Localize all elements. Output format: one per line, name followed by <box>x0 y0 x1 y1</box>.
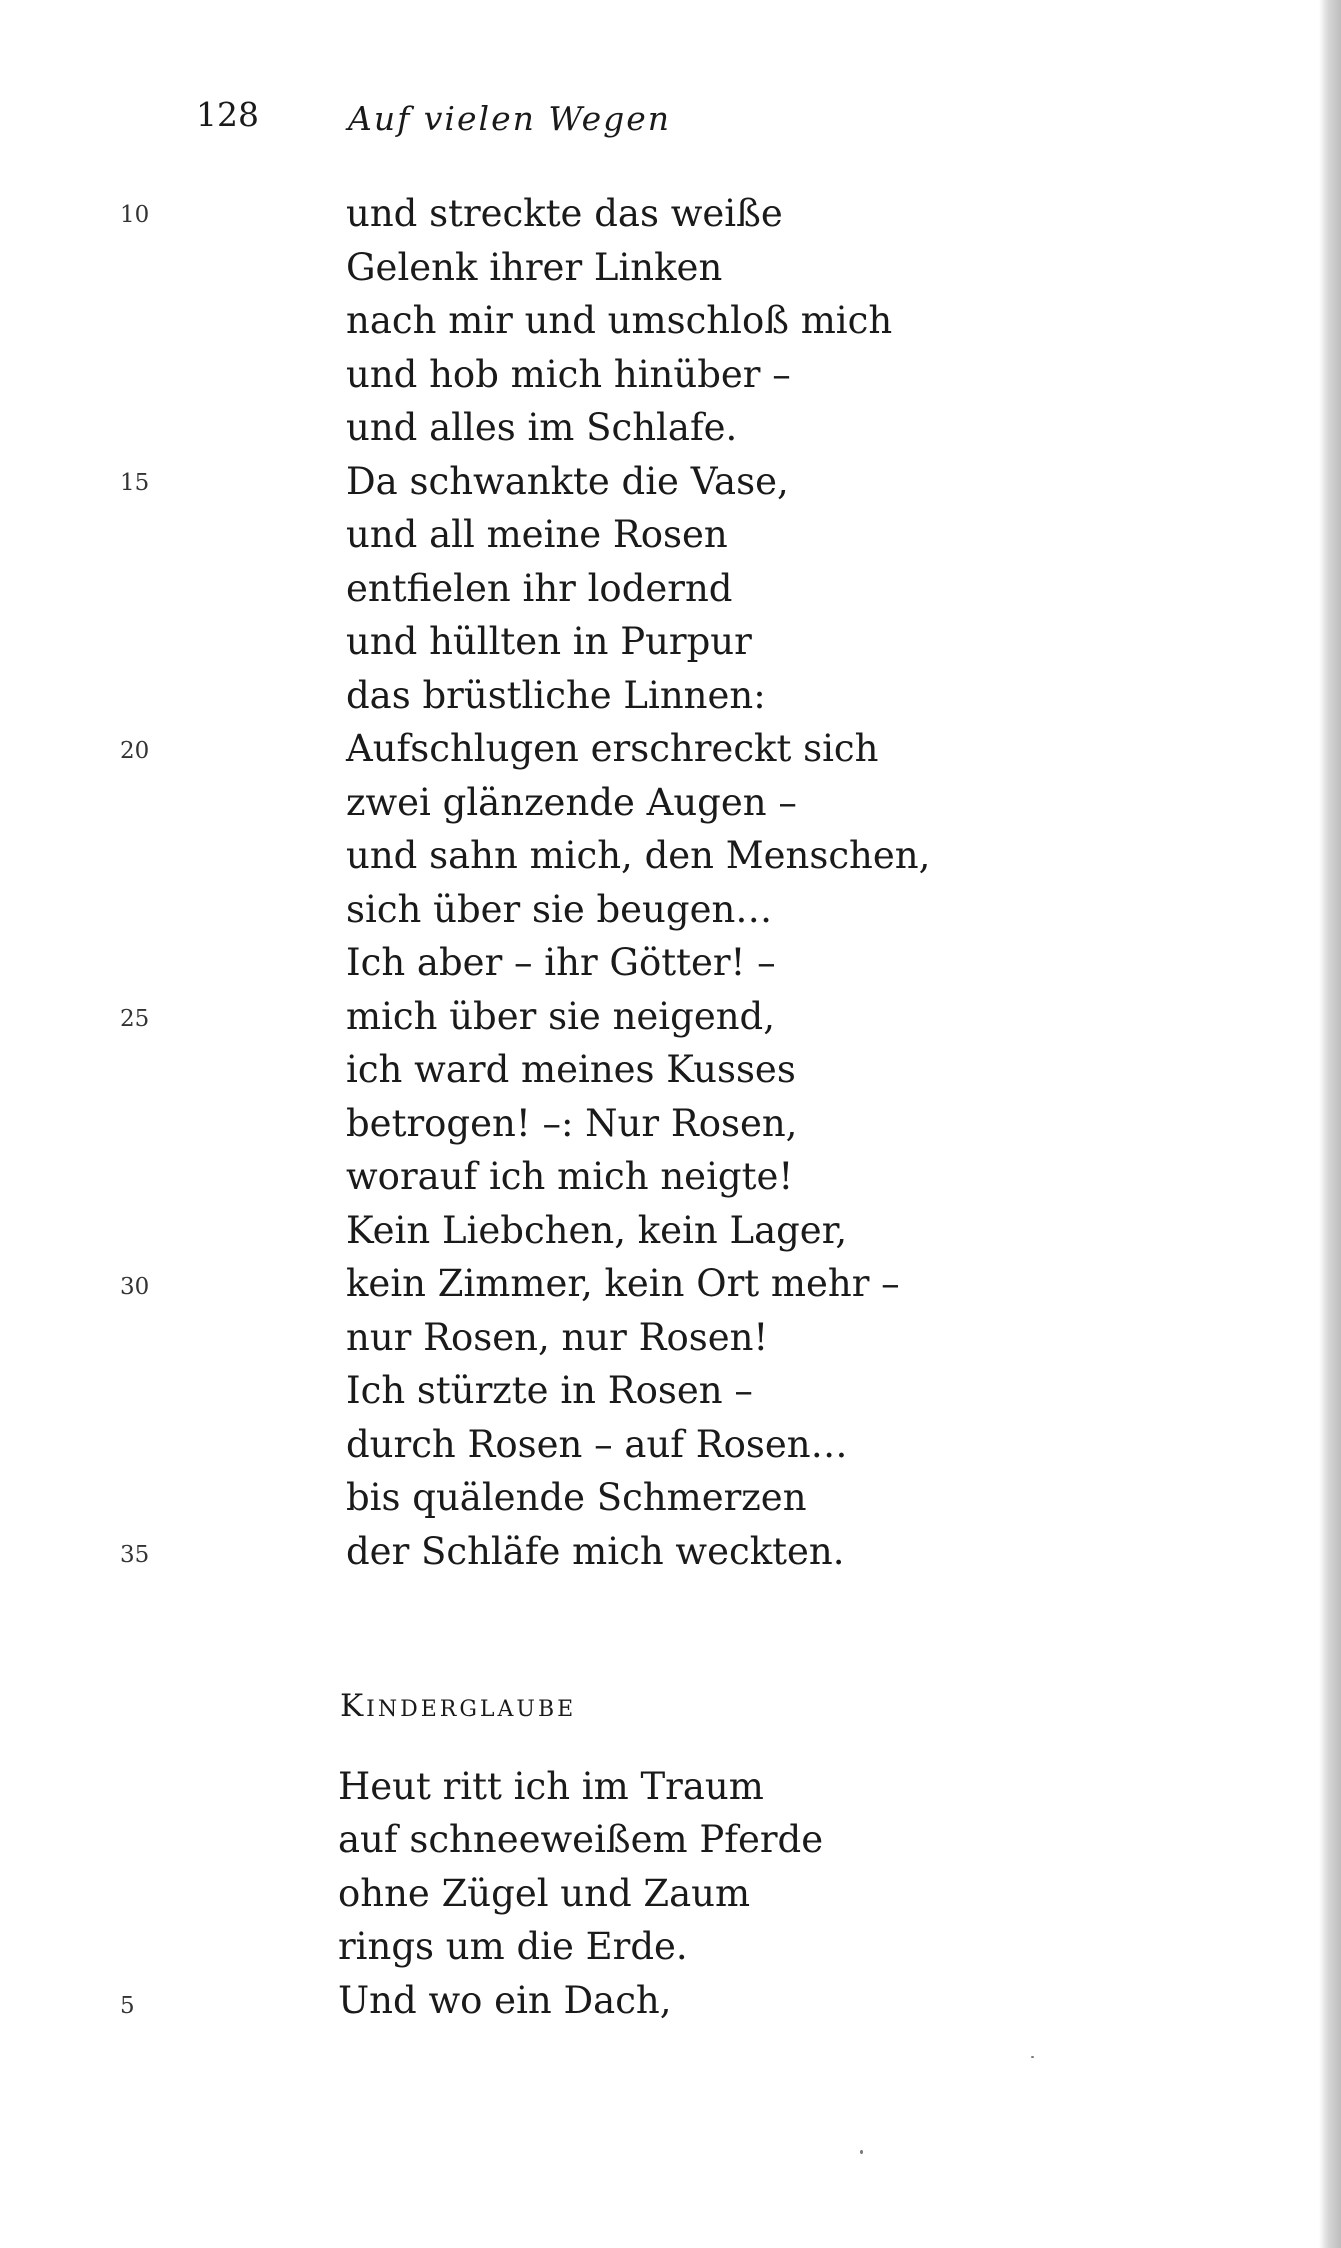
poem2-line-numbers <box>120 0 180 2100</box>
verse-line: Ich aber – ihr Götter! – <box>346 941 776 984</box>
verse-line: kein Zimmer, kein Ort mehr – <box>346 1262 900 1305</box>
verse-line: mich über sie neigend, <box>346 995 775 1038</box>
line-number: 35 <box>120 1542 150 1568</box>
verse-line: auf schneeweißem Pferde <box>338 1818 824 1861</box>
verse-line: und hüllten in Purpur <box>346 620 752 663</box>
line-number: 10 <box>120 202 150 228</box>
verse-line: rings um die Erde. <box>338 1925 688 1968</box>
line-number: 30 <box>120 1274 150 1300</box>
verse-line: sich über sie beugen… <box>346 888 773 931</box>
line-number: 5 <box>120 1993 135 2019</box>
verse-line: Da schwankte die Vase, <box>346 460 789 503</box>
paper-speck <box>860 2150 863 2154</box>
verse-line: und streckte das weiße <box>346 192 783 235</box>
verse-line: Ich stürzte in Rosen – <box>346 1369 753 1412</box>
verse-line: ich ward meines Kusses <box>346 1048 796 1091</box>
verse-line: bis quälende Schmerzen <box>346 1476 807 1519</box>
page-number: 128 <box>196 95 259 134</box>
page-edge-shadow <box>1319 0 1341 2248</box>
verse-line: Heut ritt ich im Traum <box>338 1765 764 1808</box>
line-number: 25 <box>120 1006 150 1032</box>
line-number: 20 <box>120 738 150 764</box>
poem2-title: Kinderglaube <box>340 1688 577 1724</box>
verse-line: Aufschlugen erschreckt sich <box>346 727 879 770</box>
running-title: Auf vielen Wegen <box>348 99 672 138</box>
line-number: 15 <box>120 470 150 496</box>
verse-line: der Schläfe mich weckten. <box>346 1530 845 1573</box>
poem2-verse-block <box>338 0 898 2100</box>
verse-line: ohne Zügel und Zaum <box>338 1872 751 1915</box>
verse-line: entfielen ihr lodernd <box>346 567 733 610</box>
verse-line: Und wo ein Dach, <box>338 1979 672 2022</box>
verse-line: und all meine Rosen <box>346 513 728 556</box>
verse-line: das brüstliche Linnen: <box>346 674 766 717</box>
verse-line: zwei glänzende Augen – <box>346 781 797 824</box>
verse-line: betrogen! –: Nur Rosen, <box>346 1102 798 1145</box>
verse-line: und hob mich hinüber – <box>346 353 791 396</box>
verse-line: worauf ich mich neigte! <box>346 1155 794 1198</box>
verse-line: Kein Liebchen, kein Lager, <box>346 1209 848 1252</box>
verse-line: Gelenk ihrer Linken <box>346 246 723 289</box>
paper-speck <box>1031 2056 1034 2058</box>
verse-line: nach mir und umschloß mich <box>346 299 893 342</box>
verse-line: nur Rosen, nur Rosen! <box>346 1316 769 1359</box>
verse-line: und sahn mich, den Menschen, <box>346 834 931 877</box>
verse-line: durch Rosen – auf Rosen… <box>346 1423 848 1466</box>
verse-line: und alles im Schlafe. <box>346 406 738 449</box>
